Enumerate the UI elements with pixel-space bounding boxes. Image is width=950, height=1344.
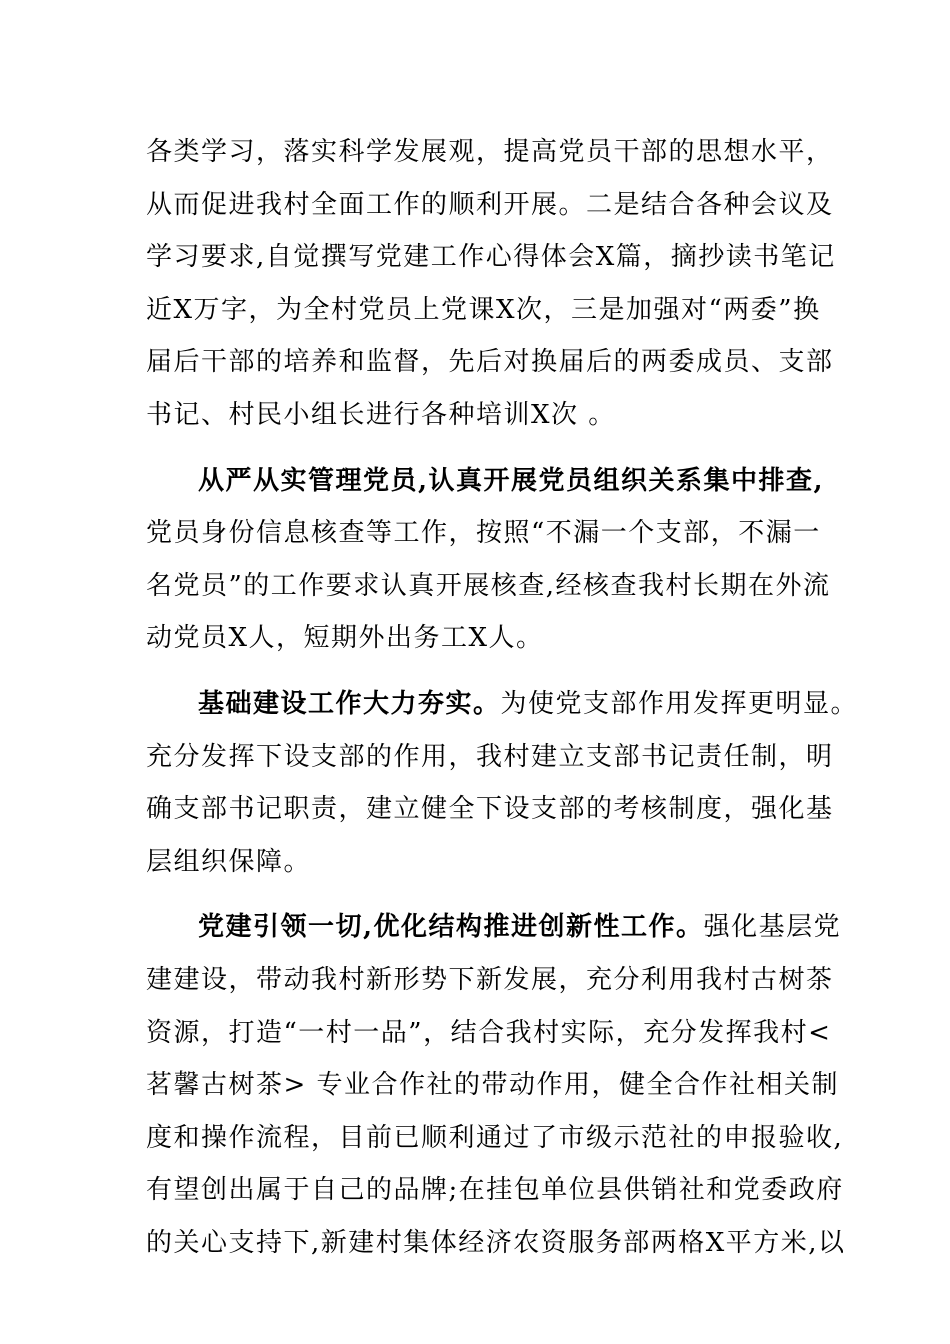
paragraph-study bbox=[146, 126, 836, 442]
text-line: 充分发挥下设支部的作用，我村建立支部书记责任制，明 bbox=[146, 741, 834, 772]
lead-rest-text: 强化基层党 bbox=[703, 912, 842, 943]
text-line: 层组织保障。 bbox=[146, 846, 312, 877]
paragraph-infrastructure bbox=[146, 678, 859, 888]
paragraph-innovation bbox=[146, 901, 846, 1269]
text-line: 学习要求,自觉撰写党建工作心得体会X篇，摘抄读书笔记 bbox=[146, 242, 836, 273]
lead-line bbox=[146, 678, 859, 731]
text-line: 动党员X人，短期外出务工X人。 bbox=[146, 623, 544, 654]
text-line: 有望创出属于自己的品牌;在挂包单位县供销社和党委政府 bbox=[146, 1175, 844, 1206]
paragraph-heading: 党建引领一切,优化结构推进创新性工作。 bbox=[198, 912, 704, 943]
text-line: 书记、村民小组长进行各种培训X次 。 bbox=[146, 399, 616, 430]
text-line: 从而促进我村全面工作的顺利开展。二是结合各种会议及 bbox=[146, 189, 834, 220]
lead-line bbox=[146, 455, 825, 508]
text-line: 的关心支持下,新建村集体经济农资服务部两格X平方米,以 bbox=[146, 1227, 846, 1258]
text-line: 建建设，带动我村新形势下新发展，充分利用我村古树茶 bbox=[146, 964, 834, 995]
paragraph-member-management bbox=[146, 455, 831, 665]
paragraph-heading: 基础建设工作大力夯实。 bbox=[198, 688, 501, 719]
document-page bbox=[146, 126, 859, 1282]
lead-rest-text: 为使党支部作用发挥更明显。 bbox=[500, 688, 859, 719]
text-line: 度和操作流程，目前已顺利通过了市级示范社的申报验收, bbox=[146, 1122, 844, 1153]
text-line: 党员身份信息核查等工作，按照“不漏一个支部，不漏一 bbox=[146, 518, 821, 549]
text-line: 各类学习，落实科学发展观，提高党员干部的思想水平， bbox=[146, 137, 834, 167]
text-line: 茗馨古树茶> 专业合作社的带动作用，健全合作社相关制 bbox=[146, 1070, 840, 1101]
paragraph-heading: 从严从实管理党员,认真开展党员组织关系集中排查, bbox=[198, 465, 825, 496]
lead-line bbox=[146, 901, 842, 954]
text-line: 确支部书记职责，建立健全下设支部的考核制度，强化基 bbox=[146, 794, 834, 825]
text-line: 资源，打造“一村一品”，结合我村实际，充分发挥我村< bbox=[146, 1017, 832, 1048]
text-line: 名党员”的工作要求认真开展核查,经核查我村长期在外流 bbox=[146, 570, 831, 601]
text-line: 届后干部的培养和监督，先后对换届后的两委成员、支部 bbox=[146, 347, 834, 378]
text-line: 近X万字，为全村党员上党课X次，三是加强对“两委”换 bbox=[146, 294, 821, 325]
